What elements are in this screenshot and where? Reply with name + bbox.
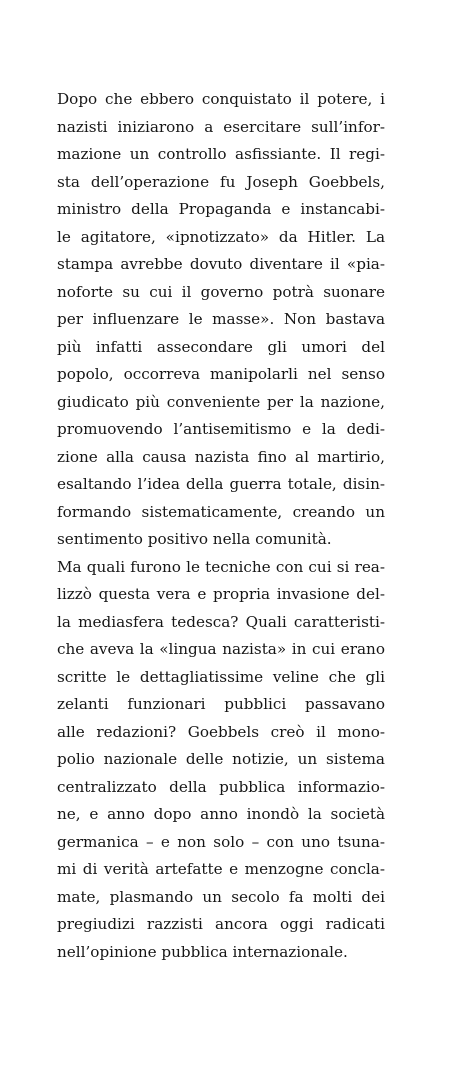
text-line: mi di verità artefatte e menzogne concla- <box>57 860 385 878</box>
text-line: ne, e anno dopo anno inondò la società <box>57 805 385 823</box>
body-text <box>57 86 385 966</box>
text-line: le agitatore, «ipnotizzato» da Hitler. La <box>57 227 385 246</box>
text-line: noforte su cui il governo potrà suonare <box>57 282 385 301</box>
text-line: stampa avrebbe dovuto diventare il «pia- <box>57 255 385 273</box>
text-line: promuovendo l’antisemitismo e la dedi- <box>57 420 385 438</box>
text-line: la mediasfera tedesca? Quali caratteristi- <box>57 612 385 631</box>
paragraph-2 <box>57 554 385 967</box>
text-line: ministro della Propaganda e instancabi- <box>57 200 385 218</box>
text-line: per influenzare le masse». Non bastava <box>57 310 385 328</box>
text-line: germanica – e non solo – con uno tsuna- <box>57 832 385 851</box>
text-line: nell’opinione pubblica internazionale. <box>57 942 348 961</box>
text-line: esaltando l’idea della guerra totale, disin- <box>57 475 385 493</box>
text-line: sta dell’operazione fu Joseph Goebbels, <box>57 172 385 191</box>
paragraph-1 <box>57 86 385 554</box>
text-line: popolo, occorreva manipolarli nel senso <box>57 365 385 383</box>
text-line: lizzò questa vera e propria invasione del- <box>57 585 385 603</box>
text-line: sentimento positivo nella comunità. <box>57 530 332 548</box>
text-line: Ma quali furono le tecniche con cui si rea- <box>57 557 385 576</box>
text-line: nazisti iniziarono a esercitare sull’infor- <box>57 117 385 136</box>
text-line: che aveva la «lingua nazista» in cui erano <box>57 640 385 658</box>
text-line: mazione un controllo asfissiante. Il regi- <box>57 145 385 163</box>
text-line: centralizzato della pubblica informazio- <box>57 777 385 796</box>
text-line: alle redazioni? Goebbels creò il mono- <box>57 722 385 741</box>
text-line: pregiudizi razzisti ancora oggi radicati <box>57 915 385 933</box>
text-line: zelanti funzionari pubblici passavano <box>57 695 385 713</box>
text-line: Dopo che ebbero conquistato il potere, i <box>57 90 385 108</box>
text-line: mate, plasmando un secolo fa molti dei <box>57 887 385 906</box>
text-line: più infatti assecondare gli umori del <box>57 337 385 356</box>
text-line: scritte le dettagliatissime veline che gli <box>57 667 385 686</box>
text-line: zione alla causa nazista fino al martirio, <box>57 447 385 466</box>
text-line: giudicato più conveniente per la nazione, <box>57 392 385 411</box>
text-line: polio nazionale delle notizie, un sistema <box>57 750 385 768</box>
text-line: formando sistematicamente, creando un <box>57 502 385 521</box>
